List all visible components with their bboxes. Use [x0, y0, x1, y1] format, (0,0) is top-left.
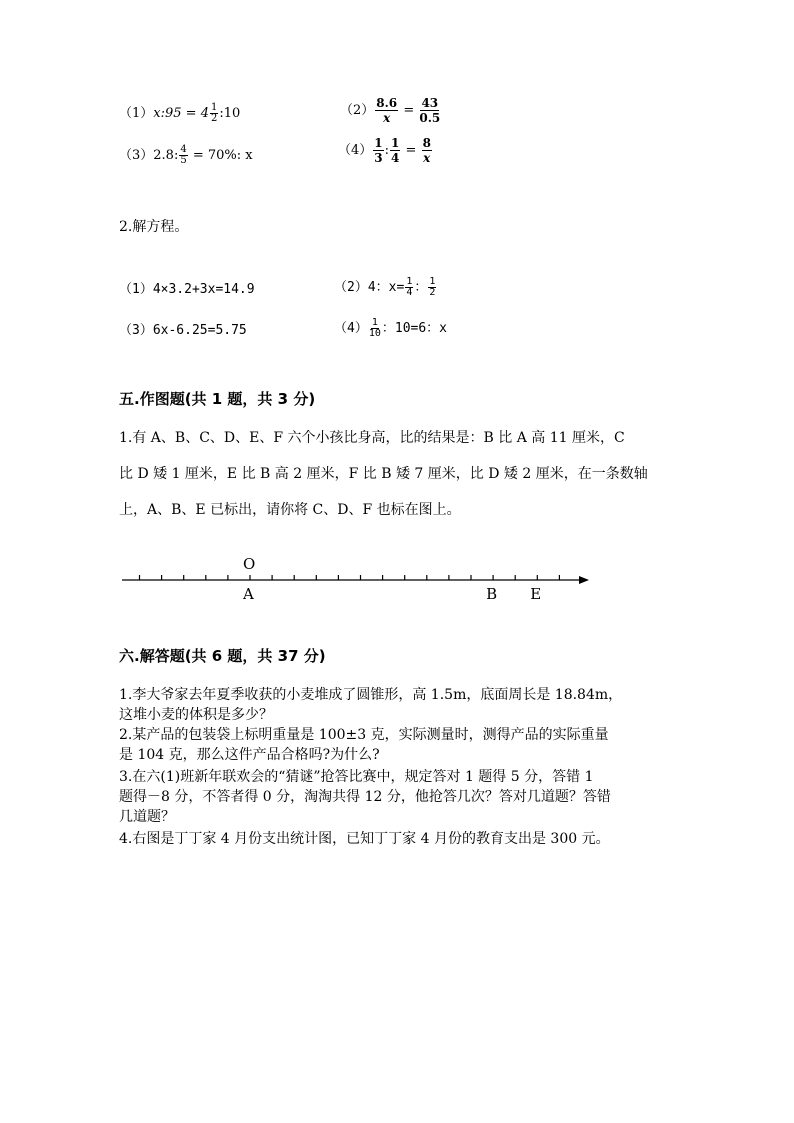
equation-3: （3）6x-6.25=5.75: [119, 323, 247, 338]
section-5-line-3: 上，A、B、E 已标出，请你将 C、D、F 也标在图上。: [119, 502, 461, 518]
equation-4-label: （4）: [334, 321, 368, 336]
frac-den: 4: [391, 151, 400, 165]
origin-label: O: [243, 555, 256, 573]
frac-num: 8.6: [376, 96, 398, 110]
frac-den: 0.5: [419, 111, 441, 125]
proportion-1-expr: x:95 = 4: [153, 106, 209, 121]
section-5-title: 五.作图题(共 1 题，共 3 分): [119, 390, 316, 408]
question-1: [119, 685, 679, 725]
question-3-line-1: 3.在六(1)班新年联欢会的“猜谜”抢答比赛中，规定答对 1 题得 5 分，答错 1: [119, 769, 594, 785]
frac-num: 1: [374, 136, 383, 150]
colon: ：: [414, 280, 428, 295]
equation-2: [334, 276, 437, 298]
colon: :: [384, 143, 390, 158]
equals-sign: =: [405, 143, 417, 158]
equation-4: [334, 317, 447, 339]
proportion-1: [119, 102, 240, 124]
frac-num: 1: [210, 102, 218, 113]
point-b-label: B: [486, 585, 498, 603]
frac-num: 1: [406, 276, 413, 287]
proportion-2: [340, 96, 441, 125]
question-4: 4.右图是丁丁家 4 月份支出统计图，已知丁丁家 4 月份的教育支出是 300 元。: [119, 831, 610, 847]
equation-1: （1）4×3.2+3x=14.9: [119, 282, 255, 297]
proportion-3-pre: 2.8:: [153, 148, 179, 163]
number-line-arrow: [579, 576, 589, 584]
question-3-line-3: 几道题？: [119, 809, 175, 825]
frac-num: 4: [180, 144, 187, 155]
question-2-line-1: 2.某产品的包装袋上标明重量是 100±3 克，实际测量时，测得产品的实际重量: [119, 727, 609, 743]
frac-den: 4: [406, 287, 413, 298]
proportion-3-post: = 70%: x: [188, 148, 253, 163]
number-line-ticks: [140, 575, 560, 580]
question-1-line-2: 这堆小麦的体积是多少？: [119, 707, 273, 723]
question-1-line-1: 1.李大爷家去年夏季收获的小麦堆成了圆锥形，高 1.5m，底面周长是 18.84m，: [119, 687, 623, 703]
section-6-title: 六.解答题(共 6 题，共 37 分): [119, 647, 326, 665]
frac-den: 10: [368, 328, 381, 339]
frac-den: 2: [429, 287, 436, 298]
proportion-4: [338, 136, 433, 165]
section-5-line-2: 比 D 矮 1 厘米，E 比 B 高 2 厘米，F 比 B 矮 7 厘米，比 D 矮 2 厘米，在一条数轴: [119, 466, 648, 482]
frac-num: 1: [429, 276, 436, 287]
equals-sign: =: [403, 103, 415, 118]
proportion-4-label: （4）: [338, 143, 373, 158]
point-e-label: E: [530, 585, 542, 603]
equation-2-label: （2）4：x=: [334, 280, 405, 295]
frac-den: x: [383, 111, 391, 125]
number-line: [0, 550, 794, 610]
frac-num: 1: [371, 317, 378, 328]
question-3: [119, 767, 679, 827]
frac-den: 5: [180, 155, 187, 166]
frac-den: 2: [210, 113, 218, 124]
proportion-1-post: :10: [219, 106, 241, 121]
frac-den: 3: [374, 151, 383, 165]
question-3-line-2: 题得－8 分，不答者得 0 分，淘淘共得 12 分，他抢答几次？答对几道题？答错: [119, 789, 611, 805]
frac-num: 8: [422, 136, 431, 150]
proportion-3-label: （3）: [119, 148, 154, 163]
equation-4-rest: ：10=6：x: [381, 321, 448, 336]
proportion-2-label: （2）: [340, 103, 375, 118]
question-2-line-2: 是 104 克，那么这件产品合格吗?为什么?: [119, 747, 380, 763]
frac-num: 1: [391, 136, 400, 150]
question-2: [119, 725, 679, 765]
frac-num: 43: [421, 96, 439, 110]
proportion-3: [119, 144, 253, 166]
section-5-line-1: 1.有 A、B、C、D、E、F 六个小孩比身高，比的结果是：B 比 A 高 11 厘米，C: [119, 430, 625, 446]
frac-den: x: [423, 151, 431, 165]
section-2-title: 2.解方程。: [119, 219, 189, 235]
proportion-1-label: （1）: [119, 106, 154, 121]
point-a-label: A: [243, 585, 254, 603]
